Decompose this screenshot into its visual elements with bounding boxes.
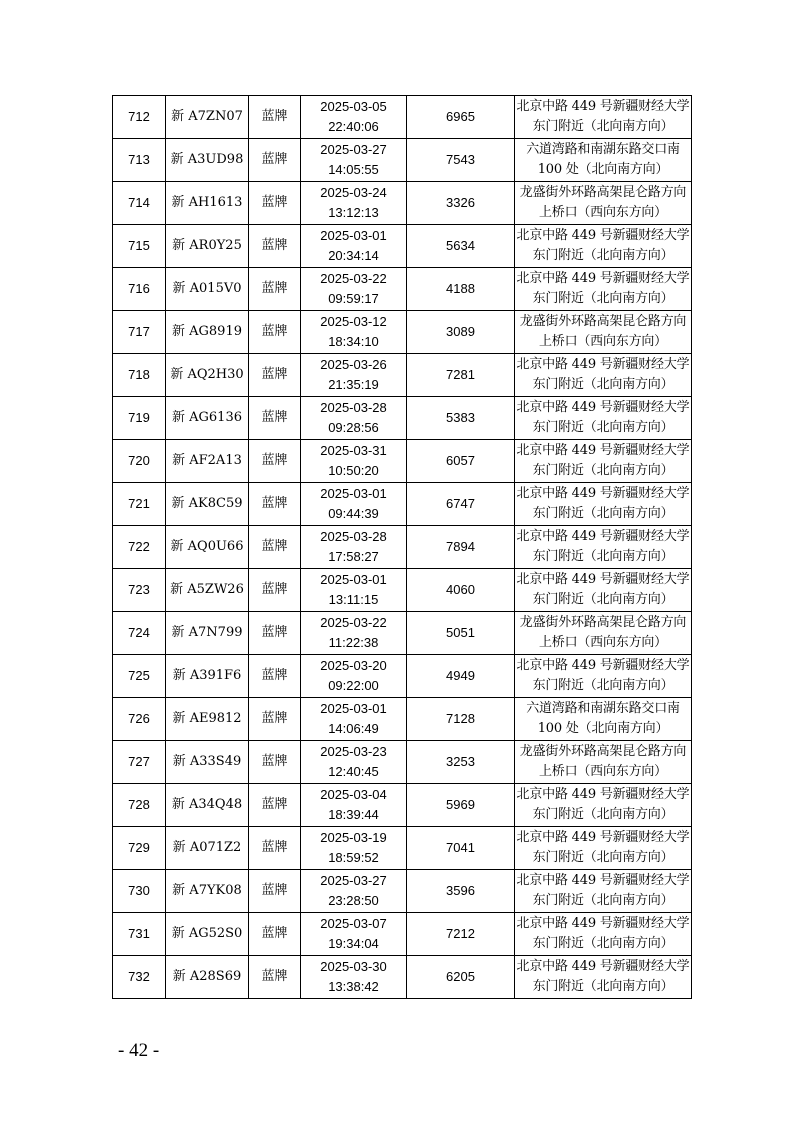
location-line-2: 上桥口（西向东方向） [538,334,667,349]
capture-date: 2025-03-12 [320,314,387,329]
plate-number: 新 A33S49 [166,741,249,784]
location [515,698,692,741]
plate-type: 蓝牌 [249,655,301,698]
location-line-1: 六道湾路和南湖东路交口南 [526,142,680,157]
table-row [113,870,692,913]
plate-type: 蓝牌 [249,182,301,225]
plate-type: 蓝牌 [249,612,301,655]
location-line-2: 东门附近（北向南方向） [532,936,674,951]
capture-clock: 09:59:17 [328,291,379,306]
table-row [113,96,692,139]
capture-date: 2025-03-28 [320,529,387,544]
row-number: 715 [113,225,166,268]
plate-number: 新 A071Z2 [166,827,249,870]
plate-number: 新 AG52S0 [166,913,249,956]
location-line-1: 北京中路 449 号新疆财经大学 [516,271,690,286]
plate-number: 新 A391F6 [166,655,249,698]
row-number: 728 [113,784,166,827]
capture-date: 2025-03-22 [320,615,387,630]
capture-date: 2025-03-01 [320,486,387,501]
capture-date: 2025-03-04 [320,787,387,802]
location-line-2: 东门附近（北向南方向） [532,850,674,865]
capture-date: 2025-03-22 [320,271,387,286]
location-line-1: 六道湾路和南湖东路交口南 [526,701,680,716]
plate-number: 新 AQ2H30 [166,354,249,397]
plate-number: 新 A7YK08 [166,870,249,913]
capture-time [301,655,407,698]
record-code: 3596 [407,870,515,913]
location-line-1: 北京中路 449 号新疆财经大学 [516,873,690,888]
row-number: 714 [113,182,166,225]
table-row [113,225,692,268]
table-row [113,913,692,956]
plate-number: 新 AQ0U66 [166,526,249,569]
page-number: - 42 - [118,1040,160,1061]
capture-date: 2025-03-19 [320,830,387,845]
location-line-1: 龙盛街外环路高架昆仑路方向 [519,314,687,329]
row-number: 719 [113,397,166,440]
capture-clock: 14:05:55 [328,162,379,177]
table-row [113,698,692,741]
plate-type: 蓝牌 [249,569,301,612]
table-row [113,311,692,354]
table-row [113,397,692,440]
location-line-2: 上桥口（西向东方向） [538,205,667,220]
capture-date: 2025-03-01 [320,701,387,716]
table-row [113,741,692,784]
record-code: 7041 [407,827,515,870]
capture-clock: 18:59:52 [328,850,379,865]
plate-type: 蓝牌 [249,311,301,354]
row-number: 727 [113,741,166,784]
location-line-1: 北京中路 449 号新疆财经大学 [516,529,690,544]
location [515,139,692,182]
capture-date: 2025-03-20 [320,658,387,673]
location [515,612,692,655]
plate-type: 蓝牌 [249,913,301,956]
record-code: 7281 [407,354,515,397]
plate-number: 新 A34Q48 [166,784,249,827]
capture-clock: 22:40:06 [328,119,379,134]
row-number: 723 [113,569,166,612]
record-code: 7543 [407,139,515,182]
location-line-2: 100 处（北向南方向） [537,721,669,736]
table-row [113,483,692,526]
capture-clock: 09:28:56 [328,420,379,435]
location [515,182,692,225]
table-row [113,182,692,225]
capture-date: 2025-03-27 [320,873,387,888]
row-number: 720 [113,440,166,483]
plate-type: 蓝牌 [249,225,301,268]
row-number: 717 [113,311,166,354]
table-row [113,827,692,870]
capture-time [301,397,407,440]
row-number: 721 [113,483,166,526]
row-number: 718 [113,354,166,397]
location-line-2: 东门附近（北向南方向） [532,549,674,564]
location-line-2: 东门附近（北向南方向） [532,377,674,392]
plate-number: 新 AH1613 [166,182,249,225]
plate-number: 新 AK8C59 [166,483,249,526]
location-line-1: 北京中路 449 号新疆财经大学 [516,959,690,974]
location [515,827,692,870]
plate-number: 新 A7N799 [166,612,249,655]
record-code: 4188 [407,268,515,311]
location [515,784,692,827]
capture-date: 2025-03-30 [320,959,387,974]
record-code: 5634 [407,225,515,268]
plate-type: 蓝牌 [249,397,301,440]
record-code: 5383 [407,397,515,440]
plate-type: 蓝牌 [249,827,301,870]
record-code: 6747 [407,483,515,526]
capture-clock: 19:34:04 [328,936,379,951]
plate-type: 蓝牌 [249,483,301,526]
table-row [113,784,692,827]
record-code: 4060 [407,569,515,612]
plate-type: 蓝牌 [249,96,301,139]
location-line-2: 上桥口（西向东方向） [538,635,667,650]
capture-clock: 18:39:44 [328,807,379,822]
plate-type: 蓝牌 [249,526,301,569]
location-line-1: 北京中路 449 号新疆财经大学 [516,99,690,114]
table-row [113,440,692,483]
plate-type: 蓝牌 [249,354,301,397]
table-row [113,655,692,698]
location [515,956,692,999]
location-line-2: 100 处（北向南方向） [537,162,669,177]
row-number: 712 [113,96,166,139]
location-line-1: 北京中路 449 号新疆财经大学 [516,916,690,931]
plate-number: 新 A5ZW26 [166,569,249,612]
row-number: 732 [113,956,166,999]
plate-number: 新 AG8919 [166,311,249,354]
location-line-1: 北京中路 449 号新疆财经大学 [516,357,690,372]
record-code: 7128 [407,698,515,741]
location-line-1: 北京中路 449 号新疆财经大学 [516,830,690,845]
table-row [113,569,692,612]
location-line-2: 东门附近（北向南方向） [532,678,674,693]
location [515,741,692,784]
row-number: 729 [113,827,166,870]
plate-type: 蓝牌 [249,440,301,483]
record-code: 7212 [407,913,515,956]
capture-date: 2025-03-31 [320,443,387,458]
capture-clock: 09:22:00 [328,678,379,693]
location-line-1: 北京中路 449 号新疆财经大学 [516,400,690,415]
plate-number: 新 AF2A13 [166,440,249,483]
location-line-2: 东门附近（北向南方向） [532,420,674,435]
capture-clock: 17:58:27 [328,549,379,564]
location-line-2: 东门附近（北向南方向） [532,463,674,478]
location-line-2: 东门附近（北向南方向） [532,248,674,263]
location [515,268,692,311]
row-number: 716 [113,268,166,311]
capture-time [301,569,407,612]
capture-time [301,526,407,569]
capture-time [301,827,407,870]
capture-date: 2025-03-24 [320,185,387,200]
capture-date: 2025-03-27 [320,142,387,157]
table-row [113,612,692,655]
location-line-1: 北京中路 449 号新疆财经大学 [516,572,690,587]
capture-date: 2025-03-26 [320,357,387,372]
plate-type: 蓝牌 [249,784,301,827]
table-row [113,956,692,999]
record-code: 5969 [407,784,515,827]
location [515,913,692,956]
capture-clock: 14:06:49 [328,721,379,736]
capture-time [301,913,407,956]
row-number: 713 [113,139,166,182]
capture-time [301,784,407,827]
capture-clock: 23:28:50 [328,893,379,908]
location-line-2: 东门附近（北向南方向） [532,119,674,134]
location-line-1: 北京中路 449 号新疆财经大学 [516,486,690,501]
records-table-body [113,96,692,999]
row-number: 724 [113,612,166,655]
location-line-1: 龙盛街外环路高架昆仑路方向 [519,185,687,200]
row-number: 726 [113,698,166,741]
capture-date: 2025-03-05 [320,99,387,114]
capture-clock: 13:11:15 [328,592,379,607]
record-code: 3253 [407,741,515,784]
location-line-2: 东门附近（北向南方向） [532,807,674,822]
record-code: 3089 [407,311,515,354]
capture-time [301,870,407,913]
capture-time [301,741,407,784]
plate-type: 蓝牌 [249,741,301,784]
record-code: 6205 [407,956,515,999]
location-line-1: 北京中路 449 号新疆财经大学 [516,443,690,458]
capture-clock: 20:34:14 [328,248,379,263]
capture-date: 2025-03-01 [320,572,387,587]
plate-number: 新 A28S69 [166,956,249,999]
location [515,397,692,440]
capture-time [301,698,407,741]
location [515,526,692,569]
capture-time [301,311,407,354]
capture-clock: 21:35:19 [328,377,379,392]
plate-type: 蓝牌 [249,268,301,311]
location [515,96,692,139]
location [515,225,692,268]
capture-clock: 09:44:39 [328,506,379,521]
location [515,569,692,612]
capture-clock: 10:50:20 [328,463,379,478]
capture-time [301,354,407,397]
plate-type: 蓝牌 [249,956,301,999]
table-row [113,354,692,397]
plate-number: 新 AG6136 [166,397,249,440]
location [515,870,692,913]
location-line-1: 北京中路 449 号新疆财经大学 [516,228,690,243]
location-line-2: 东门附近（北向南方向） [532,506,674,521]
location [515,655,692,698]
row-number: 730 [113,870,166,913]
row-number: 731 [113,913,166,956]
capture-date: 2025-03-01 [320,228,387,243]
location [515,354,692,397]
location-line-2: 东门附近（北向南方向） [532,979,674,994]
record-code: 6965 [407,96,515,139]
location [515,440,692,483]
location-line-2: 东门附近（北向南方向） [532,592,674,607]
plate-type: 蓝牌 [249,698,301,741]
record-code: 7894 [407,526,515,569]
plate-number: 新 A7ZN07 [166,96,249,139]
capture-time [301,225,407,268]
plate-number: 新 AE9812 [166,698,249,741]
capture-time [301,268,407,311]
location-line-2: 东门附近（北向南方向） [532,291,674,306]
table-row [113,268,692,311]
location-line-1: 龙盛街外环路高架昆仑路方向 [519,615,687,630]
capture-date: 2025-03-28 [320,400,387,415]
capture-clock: 12:40:45 [328,764,379,779]
capture-time [301,956,407,999]
capture-date: 2025-03-07 [320,916,387,931]
location-line-2: 东门附近（北向南方向） [532,893,674,908]
records-table [112,95,692,999]
plate-type: 蓝牌 [249,870,301,913]
capture-time [301,612,407,655]
plate-type: 蓝牌 [249,139,301,182]
capture-clock: 11:22:38 [328,635,379,650]
capture-time [301,96,407,139]
location-line-2: 上桥口（西向东方向） [538,764,667,779]
record-code: 3326 [407,182,515,225]
capture-date: 2025-03-23 [320,744,387,759]
record-code: 4949 [407,655,515,698]
capture-clock: 13:38:42 [328,979,379,994]
row-number: 725 [113,655,166,698]
capture-time [301,182,407,225]
record-code: 5051 [407,612,515,655]
location [515,311,692,354]
location-line-1: 龙盛街外环路高架昆仑路方向 [519,744,687,759]
capture-time [301,440,407,483]
capture-clock: 13:12:13 [328,205,379,220]
plate-number: 新 A015V0 [166,268,249,311]
location [515,483,692,526]
capture-clock: 18:34:10 [328,334,379,349]
table-row [113,526,692,569]
capture-time [301,483,407,526]
capture-time [301,139,407,182]
record-code: 6057 [407,440,515,483]
plate-number: 新 A3UD98 [166,139,249,182]
location-line-1: 北京中路 449 号新疆财经大学 [516,658,690,673]
row-number: 722 [113,526,166,569]
location-line-1: 北京中路 449 号新疆财经大学 [516,787,690,802]
plate-number: 新 AR0Y25 [166,225,249,268]
table-row [113,139,692,182]
